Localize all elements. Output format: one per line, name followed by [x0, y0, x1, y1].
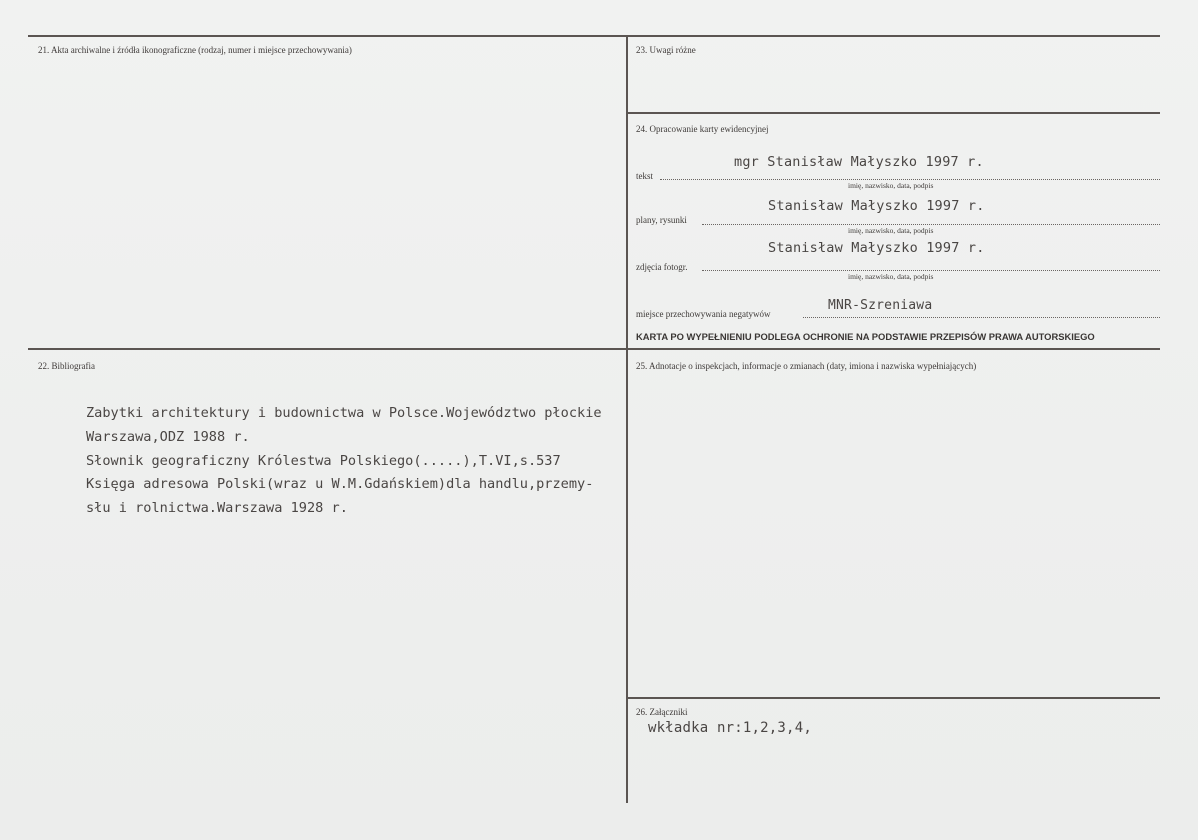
section-22-label: 22. Bibliografia [38, 361, 95, 371]
rule-23-24 [626, 112, 1160, 114]
negatives-value: MNR-Szreniawa [828, 298, 933, 313]
field-plans-caption: imię, nazwisko, data, podpis [848, 226, 934, 235]
bibliography-line: Zabytki architektury i budownictwa w Polsce.Województwo płockie [86, 405, 602, 421]
field-photos-value: Stanisław Małyszko 1997 r. [768, 240, 985, 256]
section-26-label: 26. Załączniki [636, 707, 688, 717]
section-21-label: 21. Akta archiwalne i źródła ikonograficzne (rodzaj, numer i miejsce przechowywania) [38, 45, 352, 55]
bibliography-line: Warszawa,ODZ 1988 r. [86, 428, 250, 445]
section-24-label: 24. Opracowanie karty ewidencyjnej [636, 124, 769, 134]
field-plans-dotline [702, 224, 1160, 225]
field-text-dotline [660, 179, 1160, 180]
section-25-label: 25. Adnotacje o inspekcjach, informacje o zmianach (daty, imiona i nazwiska wypełniających) [636, 361, 977, 371]
field-plans-label: plany, rysunki [636, 215, 687, 225]
field-photos-label: zdjęcia fotogr. [636, 262, 688, 272]
field-photos-caption: imię, nazwisko, data, podpis [848, 272, 934, 281]
section-23-label: 23. Uwagi różne [636, 45, 696, 55]
attachments-value: wkładka nr:1,2,3,4, [648, 720, 812, 736]
column-divider [626, 35, 628, 803]
bibliography-line: Księga adresowa Polski(wraz u W.M.Gdańskiem)dla handlu,przemy- [86, 476, 594, 493]
copyright-notice: KARTA PO WYPEŁNIENIU PODLEGA OCHRONIE NA PODSTAWIE PRZEPISÓW PRAWA AUTORSKIEGO [636, 331, 1095, 342]
field-plans-value: Stanisław Małyszko 1997 r. [768, 198, 985, 214]
field-text-label: tekst [636, 171, 653, 181]
field-text-value: mgr Stanisław Małyszko 1997 r. [734, 154, 984, 170]
field-photos-dotline [702, 270, 1160, 271]
negatives-label: miejsce przechowywania negatywów [636, 309, 771, 319]
middle-rule [28, 348, 1160, 350]
field-text-caption: imię, nazwisko, data, podpis [848, 181, 934, 190]
rule-25-26 [626, 697, 1160, 699]
bibliography-list [86, 402, 602, 521]
negatives-dotline [803, 317, 1160, 318]
bibliography-line: Słownik geograficzny Królestwa Polskiego(.....),T.VI,s.537 [86, 452, 561, 469]
top-rule [28, 35, 1160, 37]
bibliography-line: słu i rolnictwa.Warszawa 1928 r. [86, 500, 348, 517]
